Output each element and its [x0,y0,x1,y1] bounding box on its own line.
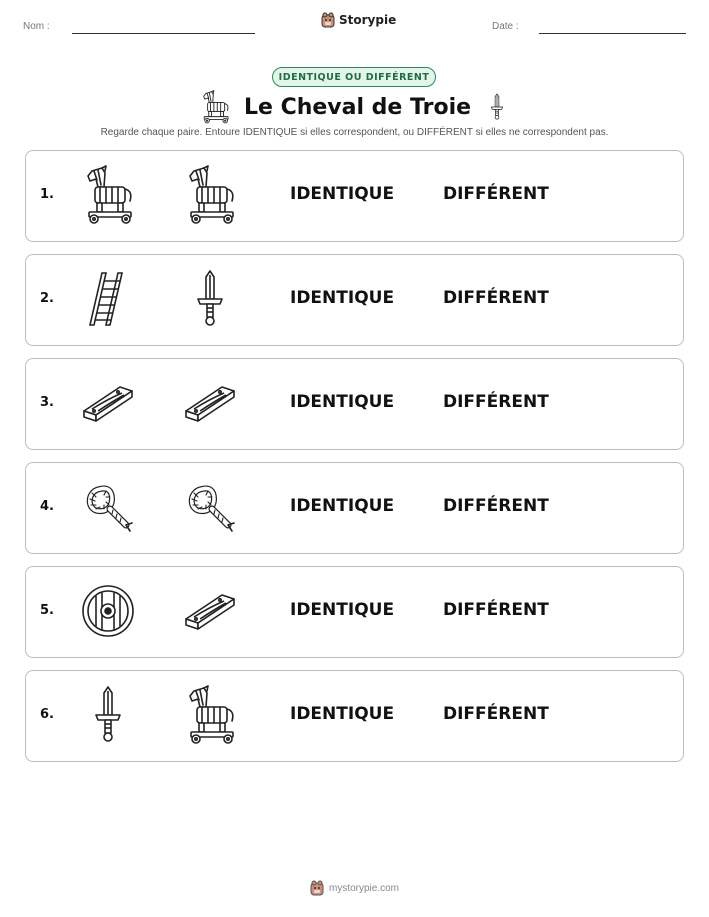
footer-url[interactable]: mystorypie.com [328,882,399,894]
trojan-horse-icon [180,685,240,745]
option-identique[interactable]: IDENTIQUE [290,704,395,724]
name-label: Nom : [23,21,50,32]
storypie-logo-icon [321,12,335,28]
date-line[interactable] [539,33,686,34]
item-number: 4. [40,499,54,514]
pair-card-1 [25,150,684,242]
pair-card-5 [25,566,684,658]
option-identique[interactable]: IDENTIQUE [290,288,395,308]
brand [321,12,396,28]
option-identique[interactable]: IDENTIQUE [290,496,395,516]
worksheet-type-badge: IDENTIQUE OU DIFFÉRENT [272,67,436,87]
page-title: Le Cheval de Troie [243,94,472,120]
date-label: Date : [492,21,519,32]
brand-name: Storypie [339,13,397,27]
item-number: 5. [40,603,54,618]
wooden-plank-icon [180,581,240,641]
option-identique[interactable]: IDENTIQUE [290,392,395,412]
instructions: Regarde chaque paire. Entoure IDENTIQUE si elles correspondent, ou DIFFÉRENT si elles ne correspondent pas. [100,127,609,138]
option-different[interactable]: DIFFÉRENT [443,496,549,516]
footer [0,880,709,896]
shield-icon [78,581,138,641]
trojan-horse-icon [180,165,240,225]
option-different[interactable]: DIFFÉRENT [443,600,549,620]
rope-icon [78,477,138,537]
pair-card-4 [25,462,684,554]
pair-card-2 [25,254,684,346]
storypie-logo-icon [310,880,324,896]
name-line[interactable] [72,33,255,34]
sword-icon [78,685,138,745]
wooden-plank-icon [78,373,138,433]
item-number: 1. [40,187,54,202]
rope-icon [180,477,240,537]
sword-icon [483,90,511,124]
option-identique[interactable]: IDENTIQUE [290,184,395,204]
item-number: 3. [40,395,54,410]
wooden-plank-icon [180,373,240,433]
trojan-horse-icon [198,90,232,124]
pair-card-3 [25,358,684,450]
pair-card-6 [25,670,684,762]
sword-icon [180,269,240,329]
title-row [0,90,709,124]
ladder-icon [78,269,138,329]
option-identique[interactable]: IDENTIQUE [290,600,395,620]
option-different[interactable]: DIFFÉRENT [443,184,549,204]
option-different[interactable]: DIFFÉRENT [443,704,549,724]
item-number: 2. [40,291,54,306]
trojan-horse-icon [78,165,138,225]
item-number: 6. [40,707,54,722]
option-different[interactable]: DIFFÉRENT [443,392,549,412]
option-different[interactable]: DIFFÉRENT [443,288,549,308]
